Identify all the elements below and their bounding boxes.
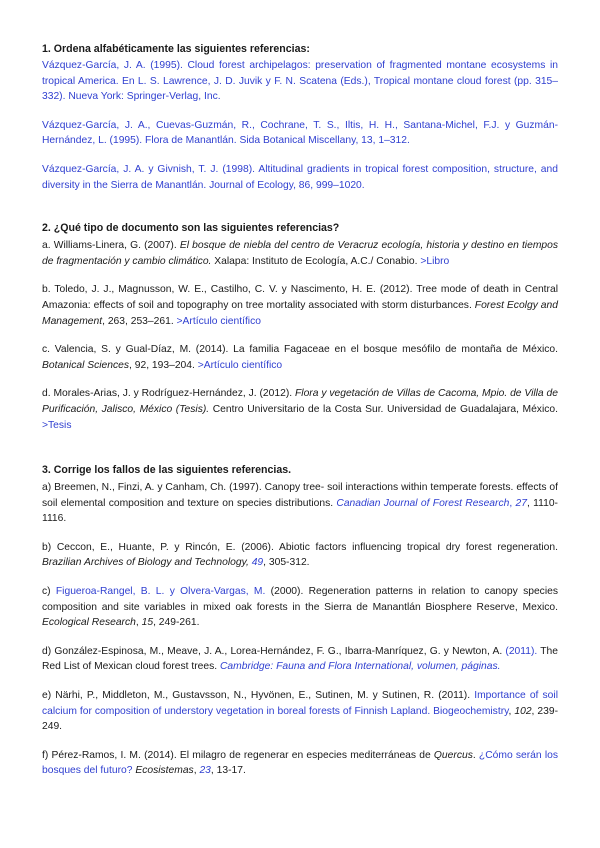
reference-3f-authors: f) Pérez-Ramos, I. M. (2014). El milagro de regenerar en especies mediterráneas de (42, 749, 434, 761)
reference-2b-answer: >Artículo científico (176, 315, 261, 327)
reference-3f-sep1: . (472, 749, 479, 761)
reference-2a-publisher: Xalapa: Instituto de Ecología, A.C./ Conabio. (211, 255, 421, 267)
reference-1c: Vázquez-García, J. A. y Givnish, T. J. (1998). Altitudinal gradients in tropical forest composition, structure, and diversity in the Sierra de Manantlán. Journal of Ecology, 86, 999–1020. (42, 163, 558, 191)
reference-2d-answer: >Tesis (42, 419, 72, 431)
reference-2d-institution: Centro Universitario de la Costa Sur. Universidad de Guadalajara, México. (209, 403, 558, 415)
reference-3a-pages: , 1110-1116. (42, 497, 558, 525)
reference-2d (42, 386, 558, 433)
reference-3b-pages: , 305-312. (263, 557, 310, 569)
section-2-heading: 2. ¿Qué tipo de documento son las siguientes referencias? (42, 222, 340, 235)
reference-3f-question: ¿Cómo serán los bosques del futuro? (42, 749, 559, 777)
reference-1b: Vázquez-García, J. A., Cuevas-Guzmán, R., Cochrane, T. S., Iltis, H. H., Santana-Michel, F.J. y Guzmán-Hernández, L. (1995). Flora de Manantlán. Sida Botanical Miscellany, 13, 1–312. (42, 119, 558, 147)
reference-2d-authors: d. Morales-Arias, J. y Rodríguez-Hernández, J. (2012). (42, 388, 295, 400)
reference-3d-title: The Red List of Mexican cloud forest trees. (42, 645, 558, 673)
reference-3e-authors: e) Närhi, P., Middleton, M., Gustavsson, N., Hyvönen, E., Sutinen, M. y Sutinen, R. (2011). (42, 690, 475, 702)
reference-3b-volume: 49 (251, 557, 264, 569)
reference-3a (42, 480, 558, 527)
reference-2b (42, 282, 558, 329)
reference-3d-publisher: Cambridge: Fauna and Flora International, volumen, páginas. (220, 661, 501, 673)
reference-3c-text: (2000). Regeneration patterns in relation to canopy species composition and site variables in mixed oak forests in the Sierra de Manantlán Biosphere Reserve, Mexico. (42, 586, 558, 613)
reference-3e-title: Importance of soil calcium for composition of understory vegetation in boreal forests of Finnish Lapland. Biogeochemistry (42, 690, 558, 717)
section-3-heading: 3. Corrige los fallos de las siguientes referencias. (42, 464, 292, 477)
reference-3b-journal: Brazilian Archives of Biology and Technology, (42, 557, 252, 569)
reference-2b-volume: , 263, 253–261. (102, 315, 177, 327)
reference-3f-journal: Ecosistemas (135, 765, 194, 777)
reference-3e (42, 688, 558, 735)
document-page (42, 42, 558, 779)
reference-3f-volume: 23 (199, 765, 211, 777)
reference-2b-authors: b. Toledo, J. J., Magnusson, W. E., Castilho, C. V. y Nascimento, H. E. (2012). Tree mode of death in Central Amazonia: effects of soil and topography on tree mortality associated with storm disturbances. (42, 284, 558, 311)
reference-2c-volume: , 92, 193–204. (129, 359, 198, 371)
reference-2b-journal: Forest Ecolgy and Management (42, 299, 558, 327)
reference-3c-journal: Ecological Research (42, 617, 136, 629)
reference-3c-sep: , (135, 617, 142, 629)
reference-3c-pages: , 249-261. (153, 617, 200, 629)
reference-3a-text: a) Breemen, N., Finzi, A. y Canham, Ch. (1997). Canopy tree- soil interactions within temperate forests. effects of soil elemental composition and texture on species distributions. (42, 482, 558, 509)
reference-3a-journal: Canadian Journal of Forest Research (336, 497, 510, 509)
reference-1a: Vázquez-García, J. A. (1995). Cloud forest archipelagos: preservation of fragmented montane ecosystems in tropical America. En L. S. Lawrence, J. D. Juvik y F. N. Scatena (Eds.), Tropical montane cloud forest (pp. 315–332). Nueva York: Springer-Verlag, Inc. (42, 60, 558, 103)
reference-3e-pages: , 239-249. (42, 705, 558, 733)
reference-3f-pages: , 13-17. (210, 765, 246, 777)
reference-2a-answer: >Libro (420, 255, 450, 267)
reference-3b-text: b) Ceccon, E., Huante, P. y Rincón, E. (2006). Abiotic factors influencing tropical dry forest regeneration. (42, 541, 558, 553)
reference-2a-title: El bosque de niebla del centro de Veracruz ecología, historia y destino en tiempos de fragmentación y cambio climático. (42, 240, 558, 267)
reference-3d-year: (2011). (505, 645, 538, 657)
reference-2c-authors: c. Valencia, S. y Gual-Díaz, M. (2014). La familia Fagaceae en el bosque mesófilo de montaña de México. (42, 344, 558, 356)
reference-3a-volume: 27 (515, 497, 527, 509)
reference-2a (42, 238, 558, 269)
reference-3c-authors: Figueroa-Rangel, B. L. y Olvera-Vargas, M. (55, 586, 266, 598)
reference-2a-authors: a. Williams-Linera, G. (2007). (42, 240, 180, 252)
reference-3b (42, 540, 558, 571)
reference-3e-volume: 102 (514, 705, 532, 717)
reference-3d (42, 644, 558, 675)
reference-2c-answer: >Artículo científico (197, 359, 283, 371)
section-1-heading: 1. Ordena alfabéticamente las siguientes referencias: (42, 43, 310, 55)
reference-2c (42, 342, 558, 373)
reference-3f-genus: Quercus (433, 749, 473, 761)
reference-3c (42, 584, 558, 631)
reference-3f-sep3: , (193, 765, 200, 777)
reference-3c-volume: 15 (141, 617, 154, 629)
reference-3f (42, 748, 558, 779)
reference-3d-authors: d) González-Espinosa, M., Meave, J. A., Lorea-Hernández, F. G., Ibarra-Manríquez, G. y Newton, A. (42, 645, 506, 657)
reference-3e-sep: , (508, 705, 515, 717)
reference-3a-sep: , (509, 497, 516, 509)
reference-2c-journal: Botanical Sciences (42, 359, 130, 371)
reference-3c-prefix: c) (42, 586, 56, 598)
reference-2d-title: Flora y vegetación de Villas de Cacoma, Mpio. de Villa de Purificación, Jalisco, México (Tesis). (42, 388, 558, 415)
